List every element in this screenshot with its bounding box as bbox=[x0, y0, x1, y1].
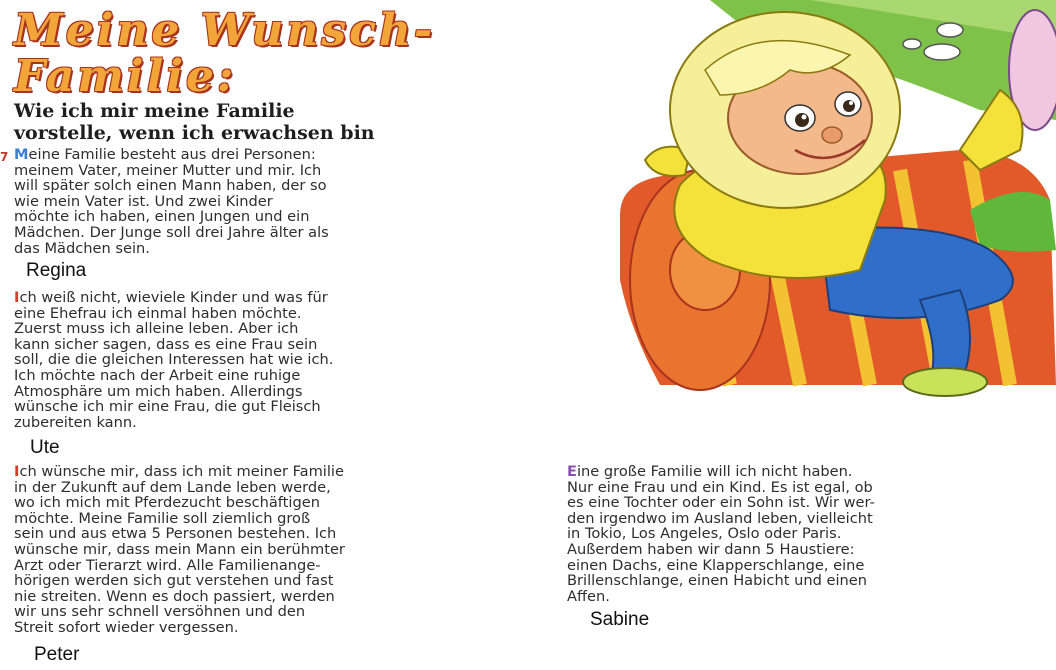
entry-line: wünsche ich mir eine Frau, die gut Fleisch bbox=[14, 398, 321, 416]
entry-line: Nur eine Frau und ein Kind. Es ist egal, ob bbox=[567, 478, 873, 496]
entry-line: in der Zukunft auf dem Lande leben werde, bbox=[14, 478, 331, 496]
entry-line: Ich weiß nicht, wieviele Kinder und was für bbox=[14, 289, 328, 306]
entry-line: wie mein Vater ist. Und zwei Kinder bbox=[14, 192, 273, 210]
child-illustration bbox=[560, 0, 1056, 400]
entry-line: wo ich mich mit Pferdezucht beschäftigen bbox=[14, 494, 320, 512]
title-line-1: Meine Wunsch- bbox=[14, 5, 436, 56]
entry-line: Ich möchte nach der Arbeit eine ruhige bbox=[14, 366, 301, 384]
entry-line: Außerdem haben wir dann 5 Haustiere: bbox=[567, 540, 855, 558]
subtitle bbox=[14, 100, 375, 144]
margin-mark: 7 bbox=[0, 150, 9, 164]
entry-line: möchte ich haben, einen Jungen und ein bbox=[14, 208, 310, 226]
entry-line: Zuerst muss ich alleine leben. Aber ich bbox=[14, 320, 299, 338]
entry-line: kann sicher sagen, dass es eine Frau sein bbox=[14, 335, 318, 353]
author-ute: Ute bbox=[30, 437, 60, 458]
entry-line: einen Dachs, eine Klapperschlange, eine bbox=[567, 556, 865, 574]
author-regina: Regina bbox=[26, 260, 87, 281]
page-title bbox=[14, 5, 436, 102]
subtitle-line-1: Wie ich mir meine Familie bbox=[14, 100, 295, 122]
author-sabine: Sabine bbox=[590, 609, 650, 630]
title-line-2: Familie: bbox=[14, 51, 237, 102]
entry-line: Affen. bbox=[567, 587, 610, 605]
entry-line: möchte. Meine Familie soll ziemlich groß bbox=[14, 509, 311, 527]
entry-line: sein und aus etwa 5 Personen bestehen. Ich bbox=[14, 525, 337, 543]
entry-line: wünsche mir, dass mein Mann ein berühmter bbox=[14, 540, 345, 558]
entry-line: Eine große Familie will ich nicht haben. bbox=[567, 463, 853, 480]
entry-line: in Tokio, Los Angeles, Oslo oder Paris. bbox=[567, 525, 842, 543]
author-peter: Peter bbox=[34, 644, 80, 665]
entry-line: den irgendwo im Ausland leben, vielleicht bbox=[567, 509, 873, 527]
entry-line: eine Ehefrau ich einmal haben möchte. bbox=[14, 304, 302, 322]
entry-peter bbox=[14, 464, 345, 636]
entry-line: Atmosphäre um mich haben. Allerdings bbox=[14, 382, 303, 400]
entry-line: Streit sofort wieder vergessen. bbox=[14, 618, 239, 636]
entry-line: soll, die die gleichen Interessen hat wie ich. bbox=[14, 351, 334, 369]
entry-line: zubereiten kann. bbox=[14, 413, 137, 431]
entry-line: das Mädchen sein. bbox=[14, 239, 150, 257]
entry-line: Brillenschlange, einen Habicht und einen bbox=[567, 572, 867, 590]
entry-line: meinem Vater, meiner Mutter und mir. Ich bbox=[14, 161, 322, 179]
subtitle-line-2: vorstelle, wenn ich erwachsen bin bbox=[14, 122, 375, 144]
entry-line: hörigen werden sich gut verstehen und fast bbox=[14, 572, 334, 590]
entry-line: Ich wünsche mir, dass ich mit meiner Familie bbox=[14, 463, 344, 480]
entry-line: Meine Familie besteht aus drei Personen: bbox=[14, 146, 316, 163]
entry-line: wir uns sehr schnell versöhnen und den bbox=[14, 603, 306, 621]
entry-regina bbox=[14, 147, 329, 256]
entry-line: will später solch einen Mann haben, der so bbox=[14, 177, 327, 195]
entry-line: es eine Tochter oder ein Sohn ist. Wir wer- bbox=[567, 494, 875, 512]
entry-line: Mädchen. Der Junge soll drei Jahre älter als bbox=[14, 223, 329, 241]
entry-sabine bbox=[567, 464, 875, 604]
entry-line: nie streiten. Wenn es doch passiert, werden bbox=[14, 587, 335, 605]
entry-line: Arzt oder Tierarzt wird. Alle Familienange- bbox=[14, 556, 321, 574]
entry-ute bbox=[14, 290, 333, 430]
